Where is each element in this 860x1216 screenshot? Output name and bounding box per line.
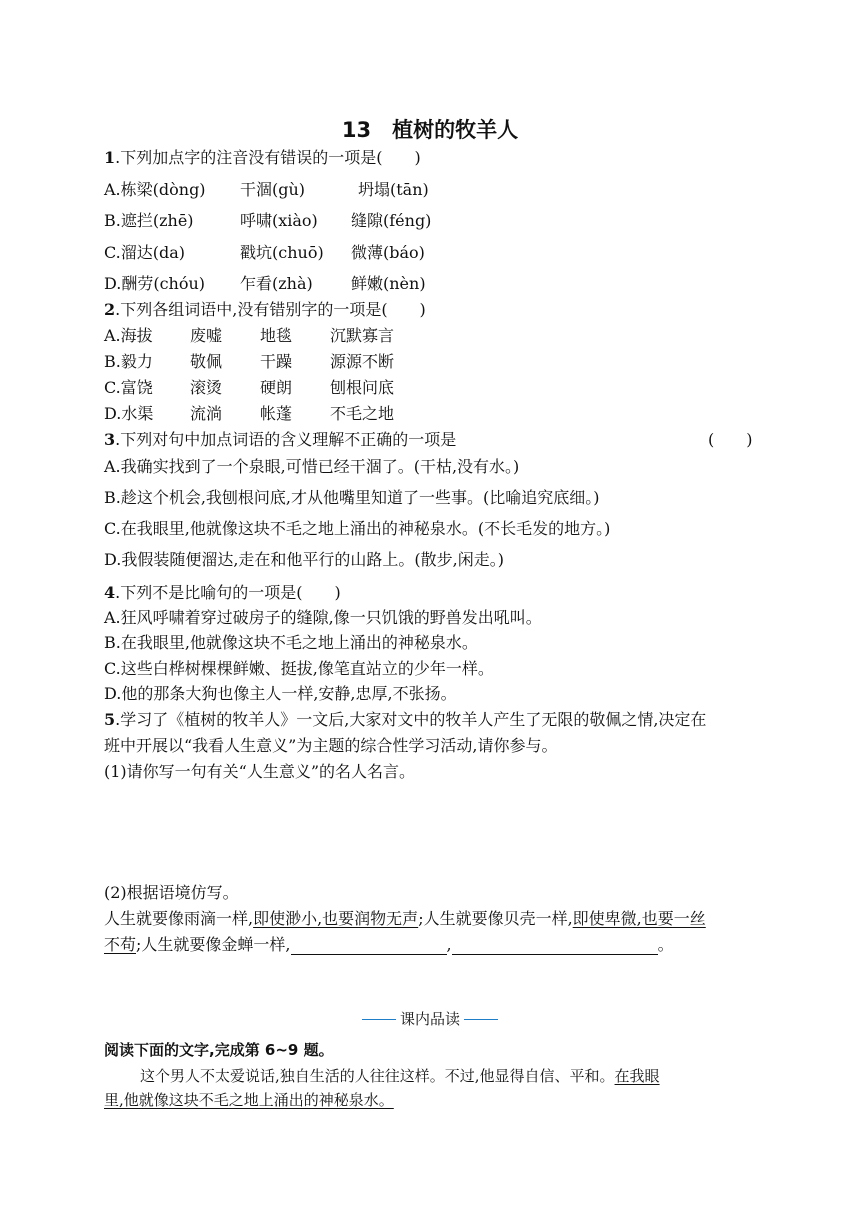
section-rule-right: [464, 1019, 498, 1020]
section-header: 课内品读: [0, 1008, 860, 1029]
question-3-option-b: B.趁这个机会,我刨根问底,才从他嘴里知道了一些事。(比喻追究底细。): [104, 488, 600, 507]
question-4-option-c: C.这些白桦树棵棵鲜嫩、挺拔,像笔直站立的少年一样。: [104, 659, 494, 678]
question-4-option-b: B.在我眼里,他就像这块不毛之地上涌出的神秘泉水。: [104, 633, 478, 652]
question-4-option-a: A.狂风呼啸着穿过破房子的缝隙,像一只饥饿的野兽发出吼叫。: [104, 608, 542, 627]
question-2-option-c: C.富饶 滚烫 硬朗 刨根问底: [104, 378, 395, 397]
fill-blank-1[interactable]: [291, 938, 447, 955]
fill-blank-2[interactable]: [452, 938, 658, 955]
page-title: 13 植树的牧羊人: [341, 118, 519, 142]
reading-paragraph-line-1: 这个男人不太爱说话,独自生活的人往往这样。不过,他显得自信、平和。在我眼: [140, 1067, 660, 1085]
question-3-option-a: A.我确实找到了一个泉眼,可惜已经干涸了。(干枯,没有水。): [104, 457, 520, 476]
question-1-option-b: B.遮拦(zhē) 呼啸(xiào) 缝隙(féng): [104, 211, 432, 230]
question-4-option-d: D.他的那条大狗也像主人一样,安静,忠厚,不张扬。: [104, 684, 457, 703]
question-5-stem-line-2: 班中开展以“我看人生意义”为主题的综合性学习活动,请你参与。: [104, 736, 558, 755]
question-5-sub-2-line-1: 人生就要像雨滴一样,即使渺小,也要润物无声;人生就要像贝壳一样,即使卑微,也要一丝: [104, 909, 706, 928]
question-5-stem-line-1: 5.学习了《植树的牧羊人》一文后,大家对文中的牧羊人产生了无限的敬佩之情,决定在: [104, 710, 707, 729]
reading-paragraph-line-2: 里,他就像这块不毛之地上涌出的神秘泉水。: [104, 1091, 394, 1109]
question-2-option-a: A.海拔 废嘘 地毯 沉默寡言: [104, 326, 395, 345]
question-5-sub-2: (2)根据语境仿写。: [104, 883, 239, 902]
question-2-option-b: B.毅力 敬佩 干躁 源源不断: [104, 352, 395, 371]
section-rule-left: [362, 1019, 396, 1020]
question-5-sub-1: (1)请你写一句有关“人生意义”的名人名言。: [104, 762, 416, 781]
question-3-stem: 3.下列对句中加点词语的含义理解不正确的一项是: [104, 430, 457, 449]
question-1-option-d: D.酬劳(chóu) 乍看(zhà) 鲜嫩(nèn): [104, 274, 426, 293]
question-1-option-c: C.溜达(da) 戳坑(chuō) 微薄(báo): [104, 243, 425, 262]
question-3-answer-bracket: ( ): [708, 430, 753, 449]
question-3-option-c: C.在我眼里,他就像这块不毛之地上涌出的神秘泉水。(不长毛发的地方。): [104, 519, 611, 538]
question-4-stem: 4.下列不是比喻句的一项是( ): [104, 583, 341, 602]
question-5-sub-2-line-2: 不苟;人生就要像金蝉一样, , 。: [104, 935, 674, 954]
question-1-option-a: A.栋梁(dòng) 干涸(gù) 坍塌(tān): [104, 180, 429, 199]
question-3-option-d: D.我假装随便溜达,走在和他平行的山路上。(散步,闲走。): [104, 550, 505, 569]
question-2-stem: 2.下列各组词语中,没有错别字的一项是( ): [104, 300, 426, 319]
question-2-option-d: D.水渠 流淌 帐蓬 不毛之地: [104, 404, 395, 423]
question-1-stem: 1.下列加点字的注音没有错误的一项是( ): [104, 148, 421, 167]
reading-instruction: 阅读下面的文字,完成第 6~9 题。: [104, 1041, 334, 1059]
